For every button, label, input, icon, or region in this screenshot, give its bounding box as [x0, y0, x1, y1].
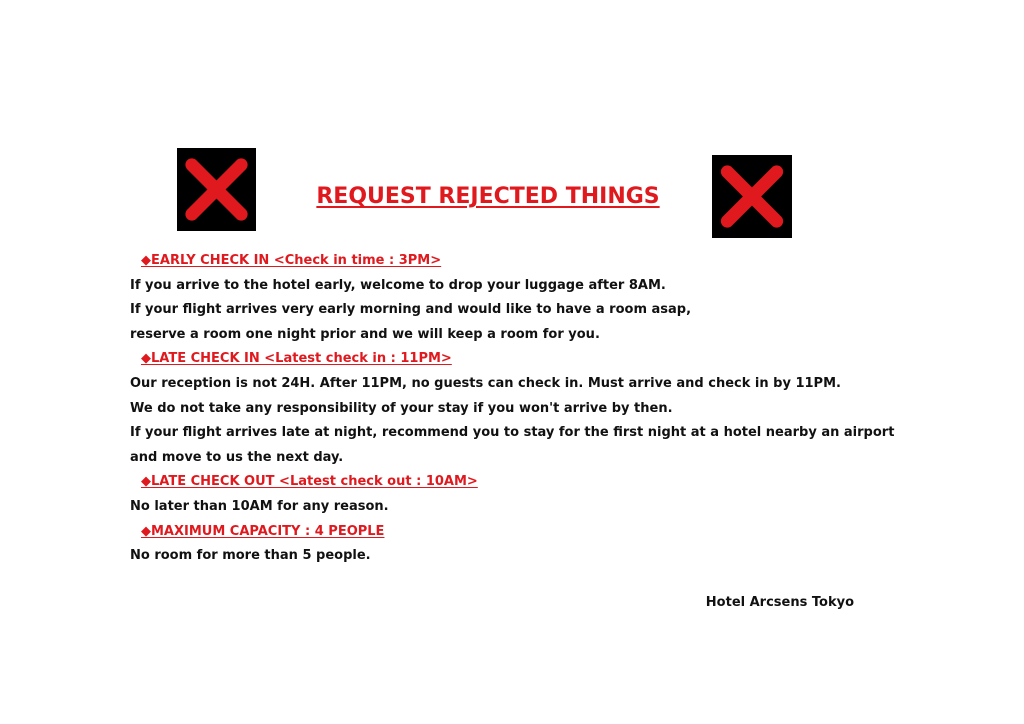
section-heading-late-check-in: ◆LATE CHECK IN <Latest check in : 11PM> [141, 351, 452, 367]
rule-line: No later than 10AM for any reason. [130, 498, 389, 514]
rule-line: No room for more than 5 people. [130, 548, 371, 564]
rule-line: reserve a room one night prior and we will keep a room for you. [130, 326, 600, 342]
rule-line: If your flight arrives late at night, recommend you to stay for the first night at a hotel nearby an airport [130, 425, 895, 441]
rule-line: If you arrive to the hotel early, welcome to drop your luggage after 8AM. [130, 277, 666, 293]
hotel-signature: Hotel Arcsens Tokyo [705, 595, 854, 610]
rule-line: If your flight arrives very early morning and would like to have a room asap, [130, 302, 692, 318]
rule-line: and move to us the next day. [130, 449, 344, 465]
rule-line: We do not take any responsibility of your stay if you won't arrive by then. [130, 400, 673, 416]
section-heading-maximum-capacity: ◆MAXIMUM CAPACITY : 4 PEOPLE [141, 523, 385, 539]
cross-mark-icon [712, 155, 792, 238]
cross-mark-icon-svg [712, 155, 792, 238]
rule-line: Our reception is not 24H. After 11PM, no guests can check in. Must arrive and check in by 11PM. [130, 375, 841, 391]
page-title: REQUEST REJECTED THINGS [316, 184, 660, 209]
section-heading-early-check-in: ◆EARLY CHECK IN <Check in time : 3PM> [141, 253, 442, 268]
rules-content [130, 249, 895, 569]
section-heading-late-check-out: ◆LATE CHECK OUT <Latest check out : 10AM> [141, 474, 478, 490]
